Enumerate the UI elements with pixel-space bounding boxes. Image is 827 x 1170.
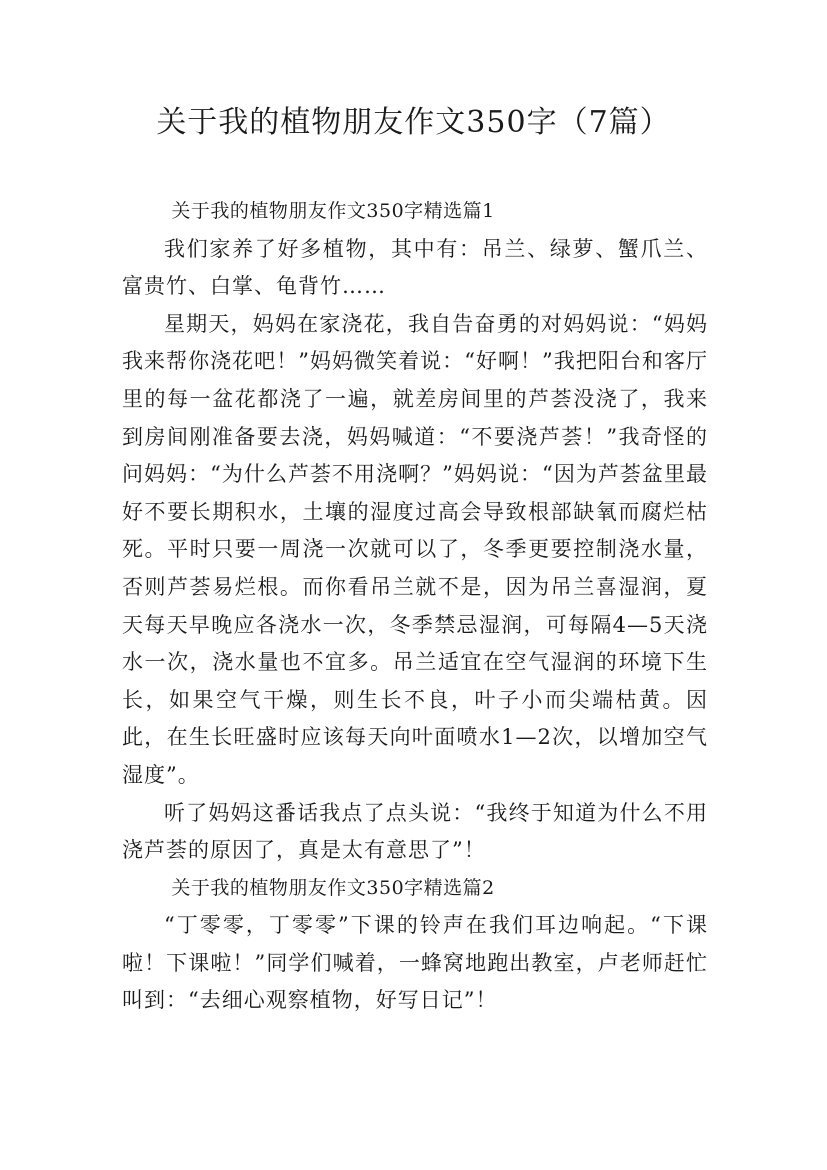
- section-heading-1: 关于我的植物朋友作文350字精选篇1: [171, 200, 495, 222]
- document-title: 关于我的植物朋友作文350字（7篇）: [156, 105, 671, 140]
- paragraph-class-bell: “丁零零，丁零零”下课的铃声在我们耳边响起。“下课啦！下课啦！”同学们喊着，一蜂窝地跑出教室，卢老师赶忙叫到：“去细心观察植物，好写日记”！: [122, 913, 708, 1013]
- section-heading-2: 关于我的植物朋友作文350字精选篇2: [171, 876, 495, 899]
- paragraph-plants-list: 我们家养了好多植物，其中有：吊兰、绿萝、蟹爪兰、富贵竹、白掌、龟背竹……: [122, 236, 708, 299]
- paragraph-conclusion: 听了妈妈这番话我点了点头说：“我终于知道为什么不用浇芦荟的原因了，真是太有意思了”！: [122, 800, 708, 863]
- paragraph-watering-story: 星期天，妈妈在家浇花，我自告奋勇的对妈妈说：“妈妈我来帮你浇花吧！”妈妈微笑着说：“好啊！”我把阳台和客厅里的每一盆花都浇了一遍，就差房间里的芦荟没浇了，我来到房间刚准备要去浇，妈妈喊道：“不要浇芦荟！”我奇怪的问妈妈：“为什么芦荟不用浇啊？”妈妈说：“因为芦荟盆里最好不要长期积水，土壤的湿度过高会导致根部缺氧而腐烂枯死。平时只要一周浇一次就可以了，冬季更要控制浇水量，否则芦荟易烂根。而你看吊兰就不是，因为吊兰喜湿润，夏天每天早晚应各浇水一次，冬季禁忌湿润，可每隔4—5天浇水一次，浇水量也不宜多。吊兰适宜在空气湿润的环境下生长，如果空气干燥，则生长不良，叶子小而尖端枯黄。因此，在生长旺盛时应该每天向叶面喷水1—2次，以增加空气湿度”。: [122, 311, 708, 787]
- document-body: [122, 193, 708, 1020]
